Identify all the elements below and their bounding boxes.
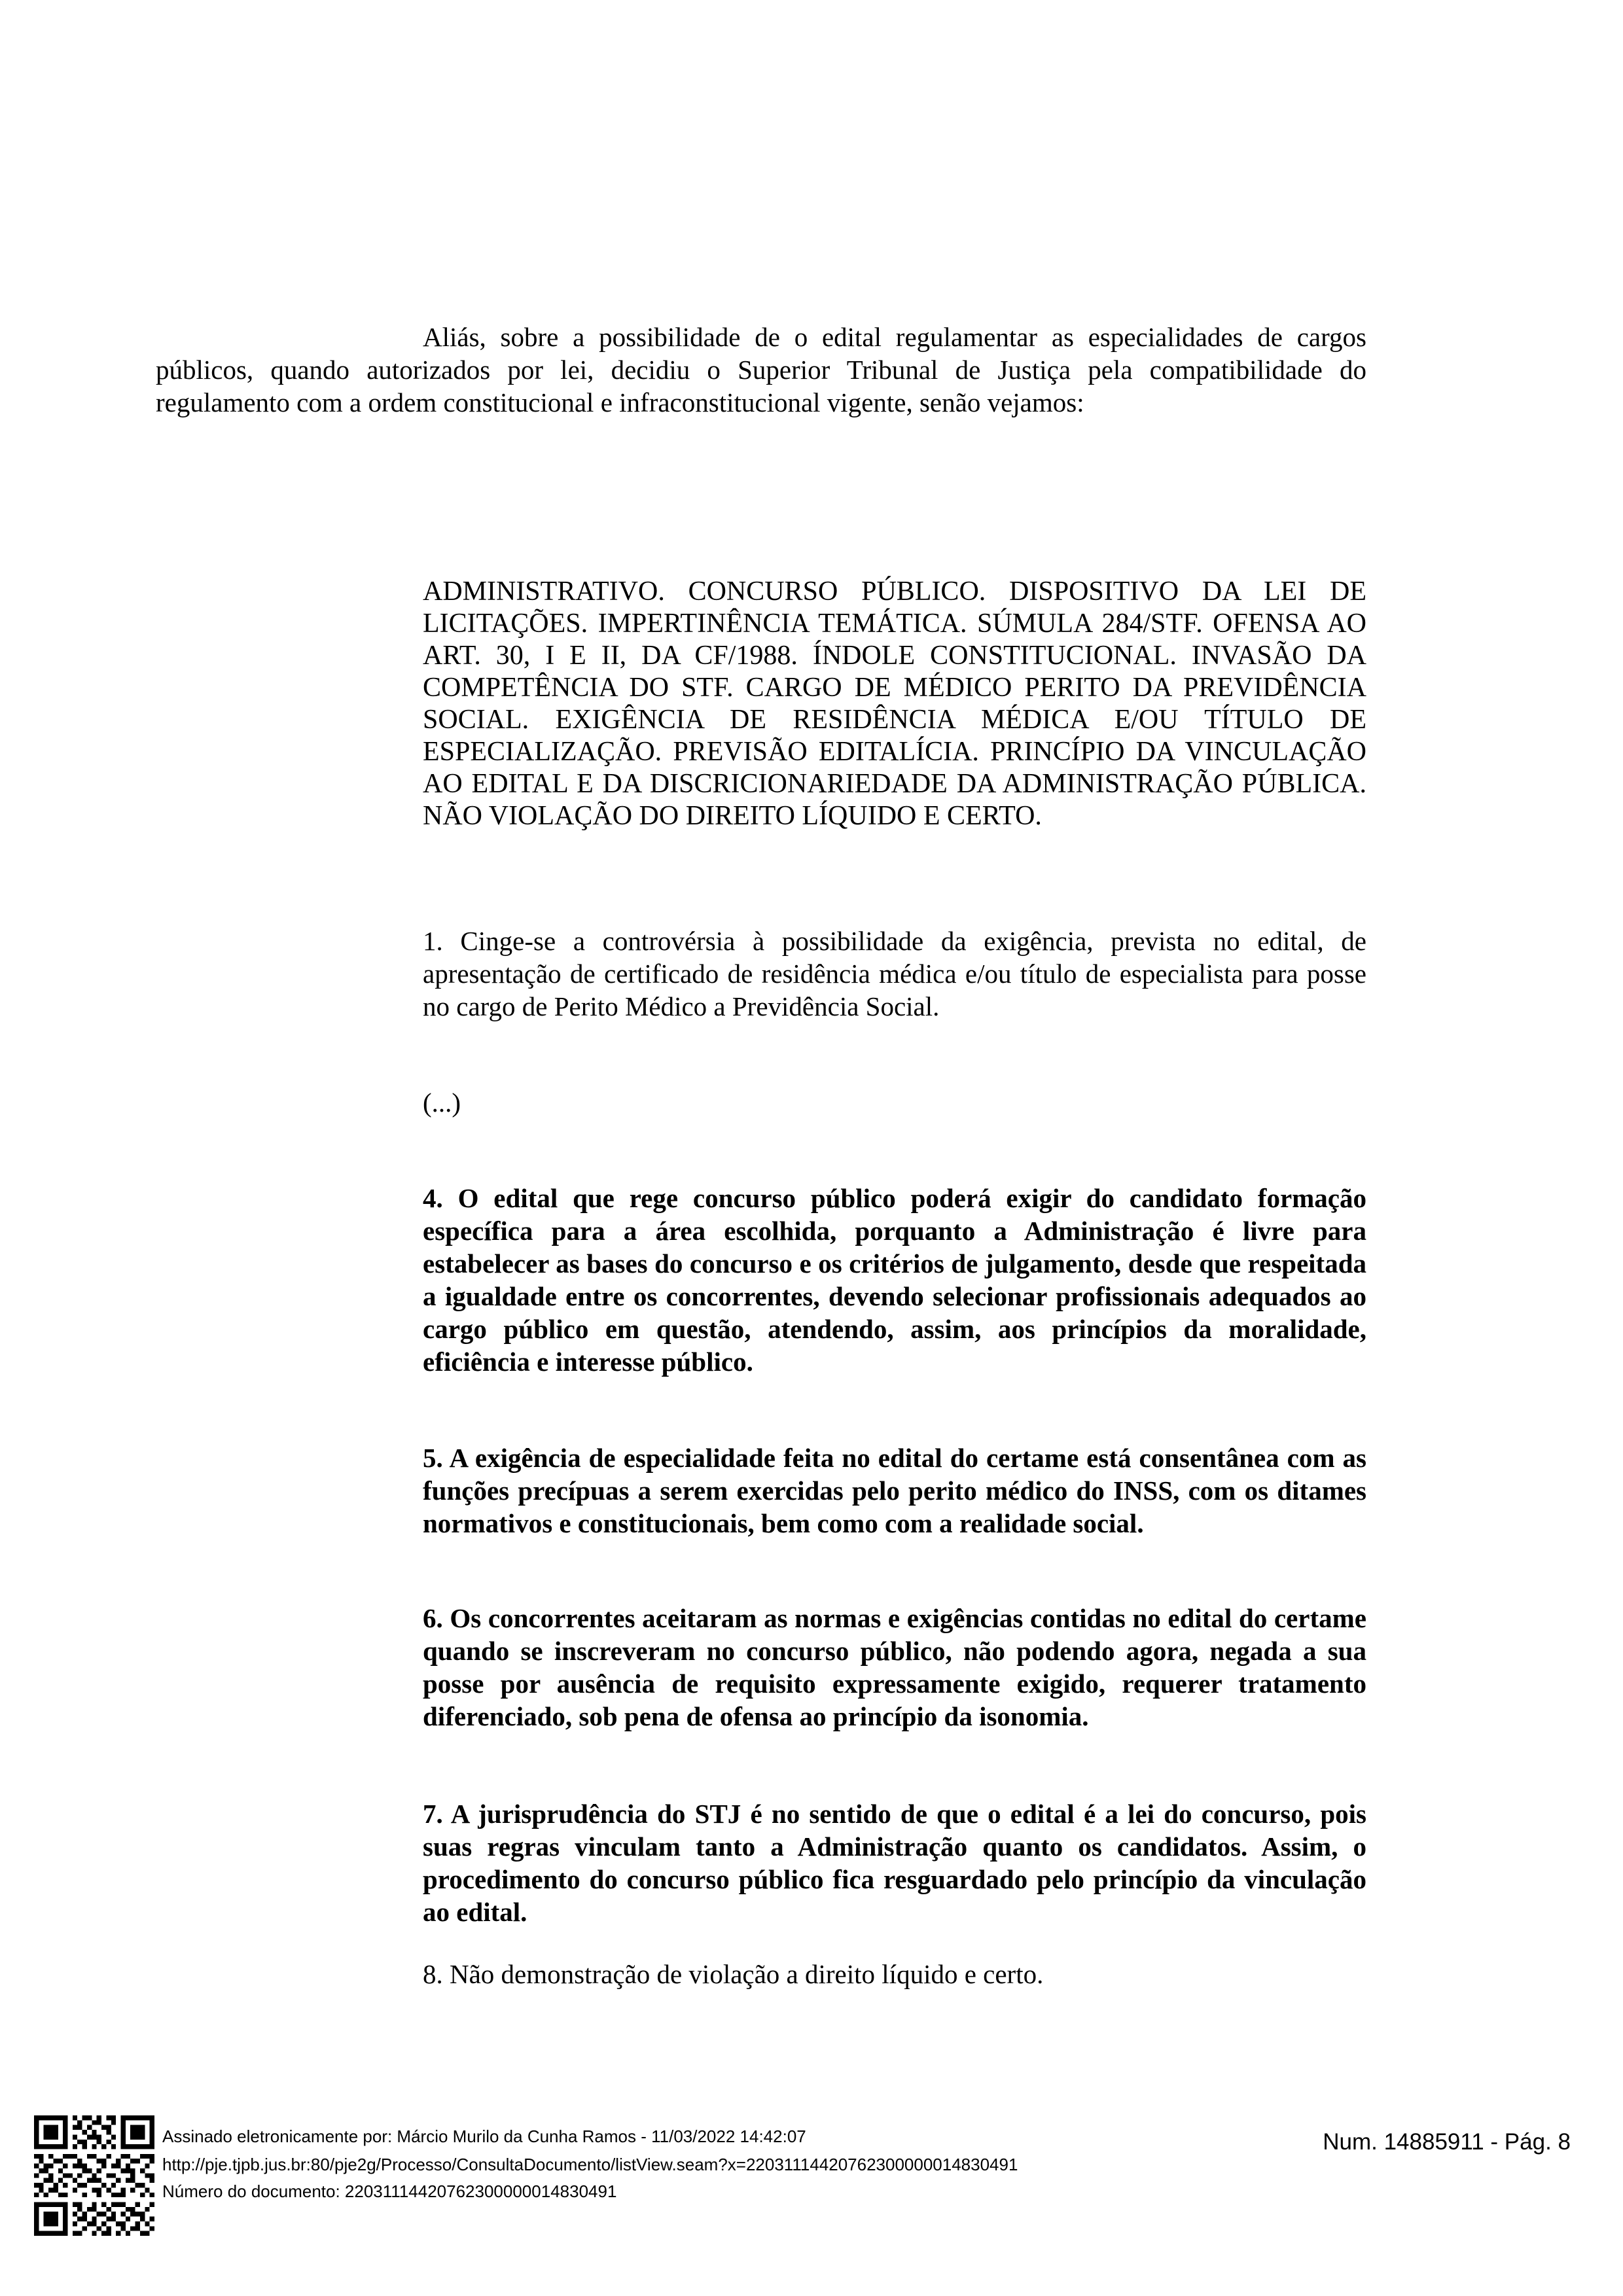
document-url[interactable]: http://pje.tjpb.jus.br:80/pje2g/Processo/ConsultaDocumento/listView.seam?x=22031114420762300000014830491 bbox=[162, 2155, 1018, 2174]
intro-paragraph: Aliás, sobre a possibilidade de o edital regulamentar as especialidades de cargos públicos, quando autorizados por lei, decidiu o Superior Tribunal de Justiça pela compatibilidade do regulamento com a ordem constitucional e infraconstitucional vigente, senão vejamos: bbox=[156, 322, 1366, 417]
page-marker: Num. 14885911 - Pág. 8 bbox=[1323, 2129, 1571, 2155]
qr-code-icon bbox=[34, 2115, 154, 2236]
quote-item-1: 1. Cinge-se a controvérsia à possibilidade da exigência, prevista no edital, de apresentação de certificado de residência médica e/ou título de especialista para posse no cargo de Perito Médico a Previdência Social. bbox=[423, 926, 1366, 1021]
quote-ementa: ADMINISTRATIVO. CONCURSO PÚBLICO. DISPOSITIVO DA LEI DE LICITAÇÕES. IMPERTINÊNCIA TEMÁTICA. SÚMULA 284/STF. OFENSA AO ART. 30, I E II, DA CF/1988. ÍNDOLE CONSTITUCIONAL. INVASÃO DA COMPETÊNCIA DO STF. CARGO DE MÉDICO PERITO DA PREVIDÊNCIA SOCIAL. EXIGÊNCIA DE RESIDÊNCIA MÉDICA E/OU TÍTULO DE ESPECIALIZAÇÃO. PREVISÃO EDITALÍCIA. PRINCÍPIO DA VINCULAÇÃO AO EDITAL E DA DISCRICIONARIEDADE DA ADMINISTRAÇÃO PÚBLICA. NÃO VIOLAÇÃO DO DIREITO LÍQUIDO E CERTO. bbox=[423, 576, 1366, 831]
document-number: Número do documento: 22031114420762300000014830491 bbox=[162, 2181, 617, 2201]
quote-item-7: 7. A jurisprudência do STJ é no sentido de que o edital é a lei do concurso, pois suas regras vinculam tanto a Administração quanto os candidatos. Assim, o procedimento do concurso público fica resguardado pelo princípio da vinculação ao edital. bbox=[423, 1799, 1366, 1927]
quote-item-8: 8. Não demonstração de violação a direito líquido e certo. bbox=[423, 1959, 1044, 1989]
quote-item-6: 6. Os concorrentes aceitaram as normas e exigências contidas no edital do certame quando se inscreveram no concurso público, não podendo agora, negada a sua posse por ausência de requisito expressamente exigido, requerer tratamento diferenciado, sob pena de ofensa ao princípio da isonomia. bbox=[423, 1603, 1366, 1731]
quote-item-5: 5. A exigência de especialidade feita no edital do certame está consentânea com as funções precípuas a serem exercidas pelo perito médico do INSS, com os ditames normativos e constitucionais, bem como com a realidade social. bbox=[423, 1443, 1366, 1538]
quote-item-4: 4. O edital que rege concurso público poderá exigir do candidato formação específica para a área escolhida, porquanto a Administração é livre para estabelecer as bases do concurso e os critérios de julgamento, desde que respeitada a igualdade entre os concorrentes, devendo selecionar profissionais adequados ao cargo público em questão, atendendo, assim, aos princípios da moralidade, eficiência e interesse público. bbox=[423, 1183, 1366, 1377]
quote-ellipsis: (...) bbox=[423, 1087, 461, 1118]
signature-line: Assinado eletronicamente por: Márcio Murilo da Cunha Ramos - 11/03/2022 14:42:07 bbox=[162, 2127, 806, 2146]
